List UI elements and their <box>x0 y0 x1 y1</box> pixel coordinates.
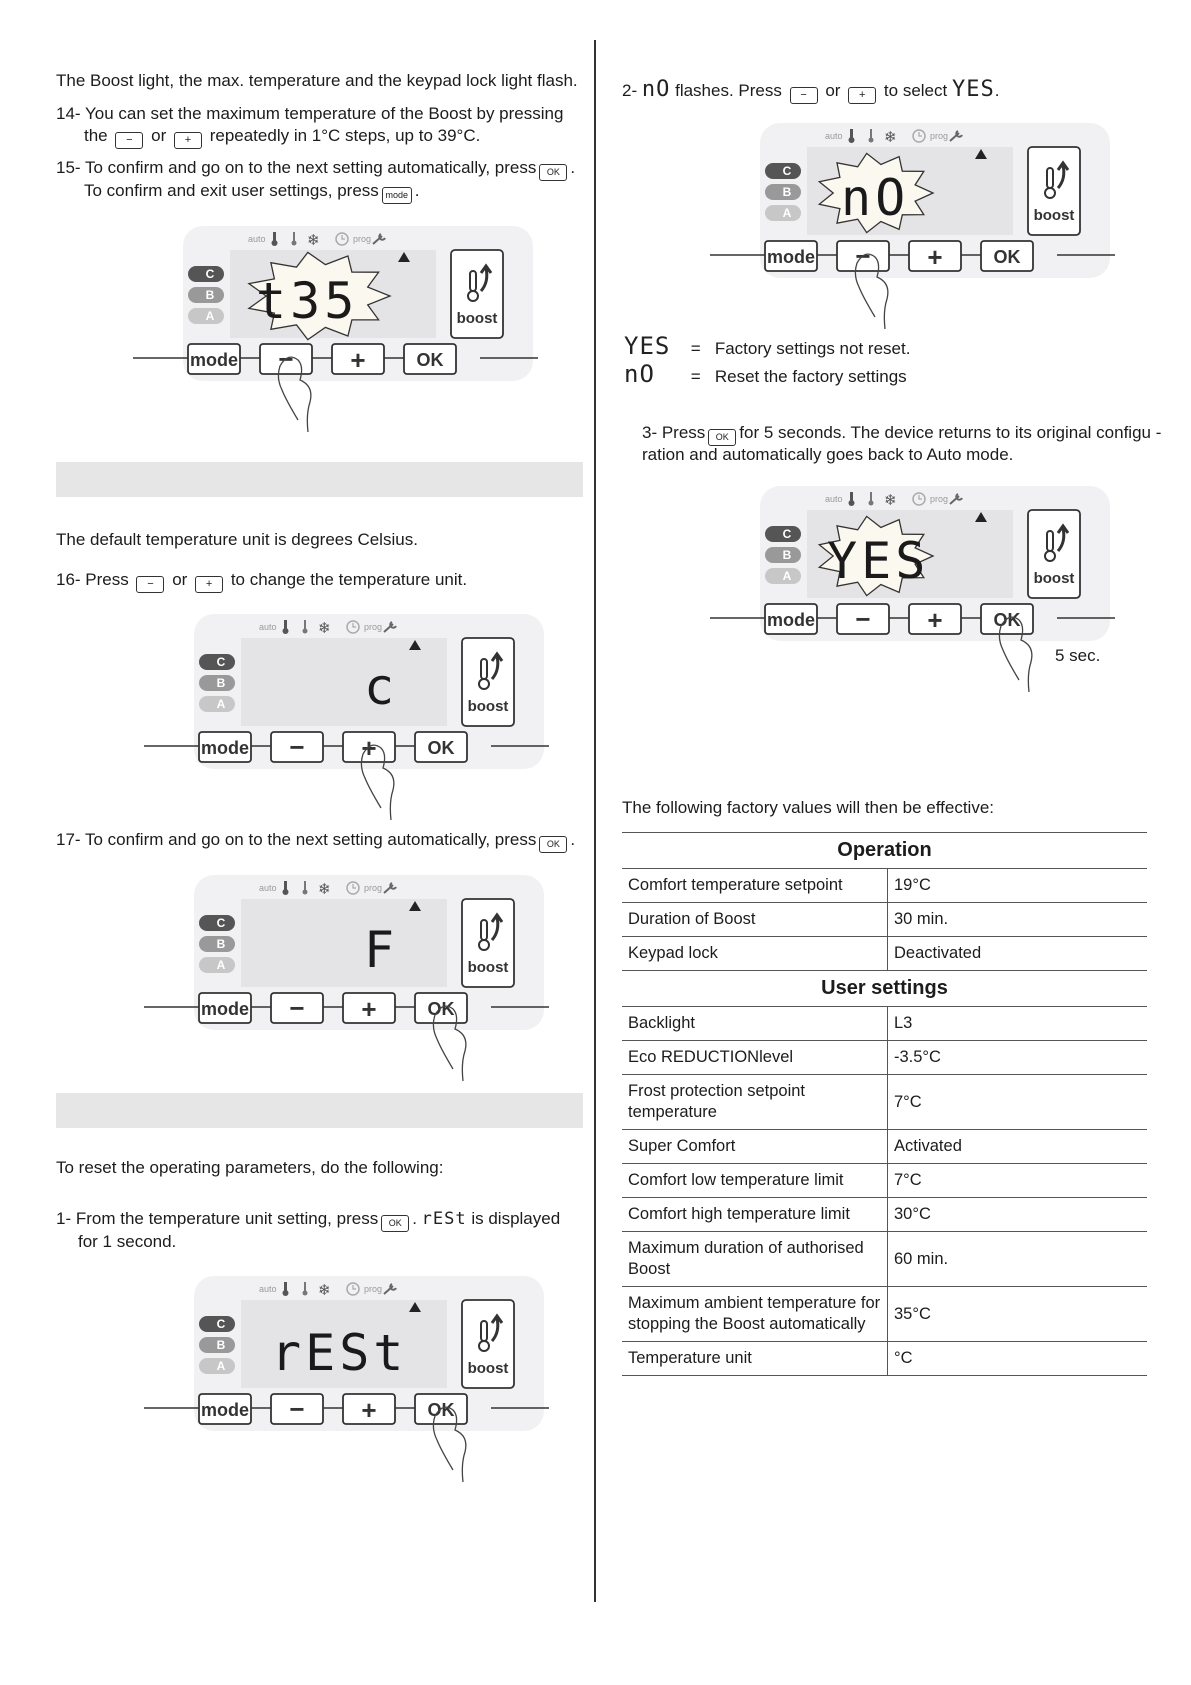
prog-label: prog <box>364 1284 383 1294</box>
reset-intro: To reset the operating parameters, do the following: <box>56 1158 444 1177</box>
snowflake-icon: ❄ <box>884 492 897 509</box>
ok-button: OK <box>993 247 1021 267</box>
snowflake-icon: ❄ <box>318 1282 331 1299</box>
setting-value: -3.5°C <box>888 1041 1148 1075</box>
level-c: C <box>216 916 226 930</box>
setting-name: Temperature unit <box>622 1342 888 1376</box>
snowflake-icon: ❄ <box>318 881 331 898</box>
ok-button: OK <box>427 999 455 1019</box>
prog-label: prog <box>364 622 383 632</box>
setting-name: Frost protection setpoint temperature <box>622 1075 888 1130</box>
step-1-text: 1- From the temperature unit setting, press OK . rESt is displayed <box>56 1208 560 1232</box>
table-row <box>622 869 1147 903</box>
lcd-text: rESt <box>271 1324 408 1382</box>
no-lcd-word: nO <box>641 77 671 102</box>
section-header-bar <box>56 462 583 497</box>
step-15-text: 15- To confirm and go on to the next setting automatically, press OK . <box>56 157 575 181</box>
ok-button: OK <box>427 738 455 758</box>
device-diagram-boost-temp <box>168 226 543 421</box>
no-lcd-word: nO <box>624 360 655 388</box>
setting-value: 30°C <box>888 1198 1148 1232</box>
step-1-text-cont: for 1 second. <box>78 1232 177 1251</box>
boost-label: boost <box>467 959 509 976</box>
minus-button: − <box>855 604 871 634</box>
five-sec-label: 5 sec. <box>1055 646 1101 665</box>
table-row <box>622 1130 1147 1164</box>
minus-key-icon: − <box>136 576 164 593</box>
level-c: C <box>782 164 792 178</box>
auto-label: auto <box>248 234 266 244</box>
table-row <box>622 1198 1147 1232</box>
plus-key-icon: + <box>195 576 223 593</box>
setting-name: Maximum ambient temperature for stopping the Boost automatically <box>622 1287 888 1342</box>
mode-button: mode <box>766 610 816 630</box>
setting-value: 7°C <box>888 1075 1148 1130</box>
auto-label: auto <box>825 131 843 141</box>
thermostat-panel-svg <box>179 1276 554 1466</box>
level-c: C <box>205 267 215 281</box>
level-b: B <box>782 548 792 562</box>
table-row <box>622 1232 1147 1287</box>
level-a: A <box>205 309 215 323</box>
ok-key-icon: OK <box>708 429 736 446</box>
user-settings-header-row <box>622 971 1147 1007</box>
boost-label: boost <box>467 1360 509 1377</box>
table-section-heading: Operation <box>622 833 1147 869</box>
minus-button: − <box>289 732 305 762</box>
snowflake-icon: ❄ <box>307 232 320 249</box>
snowflake-icon: ❄ <box>318 620 331 637</box>
factory-intro: The following factory values will then be effective: <box>622 798 994 817</box>
snowflake-icon: ❄ <box>884 129 897 146</box>
boost-label: boost <box>1033 207 1075 224</box>
auto-label: auto <box>259 622 277 632</box>
prog-label: prog <box>930 494 949 504</box>
ok-key-icon: OK <box>381 1215 409 1232</box>
table-row <box>622 903 1147 937</box>
lcd-text: F <box>364 921 399 979</box>
step-2-text: 2- nO flashes. Press − or + to select YES. <box>622 77 1000 102</box>
step-17-text: 17- To confirm and go on to the next setting automatically, press OK . <box>56 829 575 853</box>
prog-label: prog <box>353 234 372 244</box>
plus-key-icon: + <box>848 87 876 104</box>
minus-button: − <box>278 344 294 374</box>
plus-button: + <box>350 345 366 375</box>
level-b: B <box>782 185 792 199</box>
level-b: B <box>216 676 226 690</box>
minus-key-icon: − <box>115 132 143 149</box>
lcd-text: nO <box>841 169 910 227</box>
level-b: B <box>216 937 226 951</box>
setting-name: Backlight <box>622 1007 888 1041</box>
table-row <box>622 1164 1147 1198</box>
level-b: B <box>216 1338 226 1352</box>
level-a: A <box>216 697 226 711</box>
thermostat-panel-svg <box>179 875 554 1065</box>
level-a: A <box>216 958 226 972</box>
device-diagram-yes <box>745 486 1120 681</box>
setting-value: 19°C <box>888 869 1148 903</box>
rest-lcd-word: rESt <box>421 1209 467 1229</box>
level-a: A <box>782 206 792 220</box>
setting-name: Comfort high temperature limit <box>622 1198 888 1232</box>
mode-button: mode <box>766 247 816 267</box>
setting-name: Keypad lock <box>622 937 888 971</box>
setting-value: Activated <box>888 1130 1148 1164</box>
mode-key-icon: mode <box>382 187 412 204</box>
device-diagram-no <box>745 123 1120 318</box>
plus-key-icon: + <box>174 132 202 149</box>
setting-value: °C <box>888 1342 1148 1376</box>
table-row <box>622 1287 1147 1342</box>
yes-lcd-word: YES <box>624 332 671 360</box>
table-section-heading: User settings <box>622 971 1147 1007</box>
auto-label: auto <box>259 883 277 893</box>
ok-button: OK <box>427 1400 455 1420</box>
level-a: A <box>782 569 792 583</box>
prog-label: prog <box>930 131 949 141</box>
minus-key-icon: − <box>790 87 818 104</box>
setting-value: L3 <box>888 1007 1148 1041</box>
ok-button: OK <box>993 610 1021 630</box>
plus-button: + <box>361 994 377 1024</box>
minus-button: − <box>289 993 305 1023</box>
section-header-bar <box>56 1093 583 1128</box>
plus-button: + <box>361 1395 377 1425</box>
table-row <box>622 1342 1147 1376</box>
level-b: B <box>205 288 215 302</box>
factory-values-table <box>622 832 1147 1376</box>
setting-name: Maximum duration of authorised Boost <box>622 1232 888 1287</box>
mode-button: mode <box>189 350 239 370</box>
boost-label: boost <box>1033 570 1075 587</box>
plus-button: + <box>927 605 943 635</box>
step-14-text: 14- You can set the maximum temperature of the Boost by pressing <box>56 104 564 123</box>
step-3-text: 3- Press OK for 5 seconds. The device returns to its original configu - <box>642 422 1161 446</box>
yes-legend: YES = Factory settings not reset. <box>624 332 911 360</box>
setting-name: Comfort low temperature limit <box>622 1164 888 1198</box>
mode-button: mode <box>200 999 250 1019</box>
mode-button: mode <box>200 1400 250 1420</box>
minus-button: − <box>289 1394 305 1424</box>
prog-label: prog <box>364 883 383 893</box>
setting-value: 60 min. <box>888 1232 1148 1287</box>
step-3-text-cont: ration and automatically goes back to Auto mode. <box>642 445 1014 464</box>
setting-value: 7°C <box>888 1164 1148 1198</box>
auto-label: auto <box>825 494 843 504</box>
lcd-text: c <box>364 658 399 716</box>
plus-button: + <box>927 242 943 272</box>
ok-key-icon: OK <box>539 836 567 853</box>
device-diagram-rest <box>179 1276 554 1471</box>
column-divider <box>594 40 596 1602</box>
operation-header-row <box>622 833 1147 869</box>
step-15-text-cont: To confirm and exit user settings, press mode . <box>84 180 420 204</box>
auto-label: auto <box>259 1284 277 1294</box>
level-c: C <box>782 527 792 541</box>
setting-value: 35°C <box>888 1287 1148 1342</box>
setting-name: Comfort temperature setpoint <box>622 869 888 903</box>
thermostat-panel-svg <box>745 123 1120 313</box>
ok-button: OK <box>416 350 444 370</box>
thermostat-panel-svg <box>168 226 543 416</box>
table-row <box>622 937 1147 971</box>
level-c: C <box>216 655 226 669</box>
no-legend: nO = Reset the factory settings <box>624 360 907 388</box>
unit-intro: The default temperature unit is degrees Celsius. <box>56 530 418 549</box>
device-diagram-celsius <box>179 614 554 809</box>
setting-name: Duration of Boost <box>622 903 888 937</box>
setting-value: Deactivated <box>888 937 1148 971</box>
table-row <box>622 1007 1147 1041</box>
boost-label: boost <box>456 310 498 327</box>
lcd-text: t35 <box>256 272 359 330</box>
step-16-text: 16- Press − or + to change the temperature unit. <box>56 569 467 593</box>
level-a: A <box>216 1359 226 1373</box>
plus-button: + <box>361 733 377 763</box>
level-c: C <box>216 1317 226 1331</box>
mode-button: mode <box>200 738 250 758</box>
boost-intro: The Boost light, the max. temperature and the keypad lock light flash. <box>56 71 578 90</box>
table-row <box>622 1041 1147 1075</box>
table-row <box>622 1075 1147 1130</box>
yes-lcd-word: YES <box>951 77 995 102</box>
thermostat-panel-svg <box>179 614 554 804</box>
device-diagram-fahrenheit <box>179 875 554 1070</box>
lcd-text: YES <box>827 532 930 590</box>
setting-name: Super Comfort <box>622 1130 888 1164</box>
step-14-text-cont: the − or + repeatedly in 1°C steps, up to 39°C. <box>84 125 480 149</box>
ok-key-icon: OK <box>539 164 567 181</box>
setting-name: Eco REDUCTIONlevel <box>622 1041 888 1075</box>
thermostat-panel-svg <box>745 486 1120 676</box>
setting-value: 30 min. <box>888 903 1148 937</box>
boost-label: boost <box>467 698 509 715</box>
minus-button: − <box>855 241 871 271</box>
